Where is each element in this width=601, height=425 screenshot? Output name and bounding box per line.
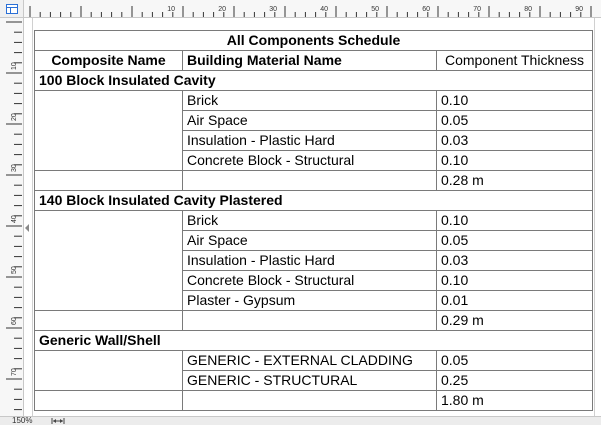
thickness-cell[interactable]: 0.03 <box>437 251 593 271</box>
header-composite-name[interactable]: Composite Name <box>35 51 183 71</box>
material-cell[interactable]: Brick <box>183 91 437 111</box>
schedule-view[interactable] <box>24 18 601 416</box>
group-total-thickness[interactable]: 1.80 m <box>437 391 593 411</box>
ruler-label: 80 <box>524 6 532 13</box>
material-cell[interactable]: Insulation - Plastic Hard <box>183 131 437 151</box>
material-cell[interactable]: Concrete Block - Structural <box>183 151 437 171</box>
ruler-label: 70 <box>473 6 481 13</box>
composite-name-cell[interactable] <box>35 311 183 331</box>
material-cell[interactable]: GENERIC - EXTERNAL CLADDING <box>183 351 437 371</box>
group-total-row[interactable] <box>35 391 593 411</box>
composite-name-cell[interactable] <box>35 111 183 131</box>
horizontal-ruler[interactable] <box>24 0 601 18</box>
ruler-label: 70 <box>11 368 18 376</box>
composite-name-cell[interactable] <box>35 231 183 251</box>
zoom-level[interactable]: 150% <box>12 416 33 425</box>
group-total-thickness[interactable]: 0.29 m <box>437 311 593 331</box>
table-view-icon <box>6 4 18 14</box>
status-bar <box>0 416 601 425</box>
thickness-cell[interactable]: 0.10 <box>437 211 593 231</box>
schedule-header-row[interactable] <box>35 51 593 71</box>
group-header-row[interactable] <box>35 71 593 91</box>
ruler-label: 40 <box>320 6 328 13</box>
view-options-corner[interactable] <box>0 0 24 18</box>
ruler-label: 30 <box>269 6 277 13</box>
material-cell[interactable] <box>183 171 437 191</box>
sheet-left-edge <box>32 18 33 416</box>
group-total-row[interactable] <box>35 311 593 331</box>
thickness-cell[interactable]: 0.05 <box>437 351 593 371</box>
ruler-label: 50 <box>371 6 379 13</box>
ruler-label: 10 <box>11 62 18 70</box>
composite-name-cell[interactable] <box>35 151 183 171</box>
material-cell[interactable] <box>183 311 437 331</box>
table-row[interactable] <box>35 271 593 291</box>
composite-name-cell[interactable] <box>35 171 183 191</box>
composite-name-cell[interactable] <box>35 131 183 151</box>
vertical-ruler-scale <box>0 18 24 416</box>
thickness-cell[interactable]: 0.25 <box>437 371 593 391</box>
table-row[interactable] <box>35 251 593 271</box>
ruler-label: 60 <box>422 6 430 13</box>
material-cell[interactable]: Air Space <box>183 231 437 251</box>
thickness-cell[interactable]: 0.05 <box>437 111 593 131</box>
thickness-cell[interactable]: 0.10 <box>437 151 593 171</box>
composite-name-cell[interactable] <box>35 91 183 111</box>
ruler-label: 60 <box>11 317 18 325</box>
thickness-cell[interactable]: 0.03 <box>437 131 593 151</box>
ruler-label: 90 <box>575 6 583 13</box>
composite-name-cell[interactable] <box>35 251 183 271</box>
composite-name-cell[interactable] <box>35 271 183 291</box>
material-cell[interactable]: Plaster - Gypsum <box>183 291 437 311</box>
all-components-schedule-table <box>34 30 593 411</box>
schedule-title-row[interactable] <box>35 31 593 51</box>
group-name[interactable]: Generic Wall/Shell <box>35 331 593 351</box>
composite-name-cell[interactable] <box>35 291 183 311</box>
table-row[interactable] <box>35 211 593 231</box>
group-name[interactable]: 140 Block Insulated Cavity Plastered <box>35 191 593 211</box>
header-component-thickness[interactable]: Component Thickness <box>437 51 593 71</box>
material-cell[interactable]: Insulation - Plastic Hard <box>183 251 437 271</box>
vertical-ruler[interactable] <box>0 18 24 416</box>
material-cell[interactable]: Air Space <box>183 111 437 131</box>
ruler-label: 30 <box>11 164 18 172</box>
group-header-row[interactable] <box>35 331 593 351</box>
ruler-label: 20 <box>11 113 18 121</box>
material-cell[interactable]: Brick <box>183 211 437 231</box>
composite-name-cell[interactable] <box>35 371 183 391</box>
material-cell[interactable]: GENERIC - STRUCTURAL <box>183 371 437 391</box>
sheet-right-edge <box>594 18 595 416</box>
group-name[interactable]: 100 Block Insulated Cavity <box>35 71 593 91</box>
table-row[interactable] <box>35 111 593 131</box>
thickness-cell[interactable]: 0.10 <box>437 271 593 291</box>
ruler-label: 20 <box>218 6 226 13</box>
group-total-row[interactable] <box>35 171 593 191</box>
thickness-cell[interactable]: 0.05 <box>437 231 593 251</box>
group-header-row[interactable] <box>35 191 593 211</box>
material-cell[interactable] <box>183 391 437 411</box>
split-handle-icon[interactable] <box>24 218 30 238</box>
table-row[interactable] <box>35 291 593 311</box>
schedule-title[interactable]: All Components Schedule <box>35 31 593 51</box>
thickness-cell[interactable]: 0.10 <box>437 91 593 111</box>
composite-name-cell[interactable] <box>35 391 183 411</box>
ruler-label: 50 <box>11 266 18 274</box>
thickness-cell[interactable]: 0.01 <box>437 291 593 311</box>
table-row[interactable] <box>35 231 593 251</box>
group-total-thickness[interactable]: 0.28 m <box>437 171 593 191</box>
table-row[interactable] <box>35 151 593 171</box>
horizontal-ruler-scale <box>24 0 601 18</box>
table-row[interactable] <box>35 351 593 371</box>
ruler-label: 40 <box>11 215 18 223</box>
material-cell[interactable]: Concrete Block - Structural <box>183 271 437 291</box>
table-row[interactable] <box>35 371 593 391</box>
table-row[interactable] <box>35 131 593 151</box>
horizontal-split-icon[interactable] <box>50 417 66 425</box>
header-building-material-name[interactable]: Building Material Name <box>183 51 437 71</box>
composite-name-cell[interactable] <box>35 351 183 371</box>
ruler-label: 10 <box>167 6 175 13</box>
table-row[interactable] <box>35 91 593 111</box>
composite-name-cell[interactable] <box>35 211 183 231</box>
